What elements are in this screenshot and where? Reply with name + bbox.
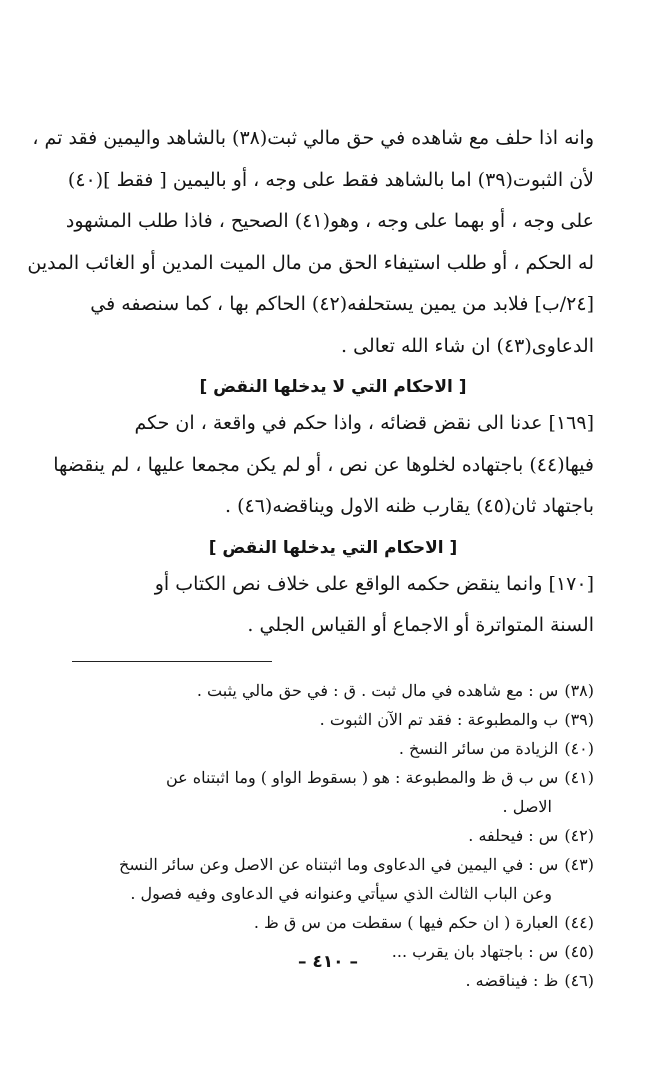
footnote-number: (٤٢) <box>564 825 594 845</box>
footnote <box>72 763 594 821</box>
footnote <box>72 850 594 908</box>
text-line: لأن الثبوت(٣٩) اما بالشاهد فقط على وجه ، أو باليمين [ فقط ](٤٠) <box>67 168 594 191</box>
text-line: فيها(٤٤) باجتهاده لخلوها عن نص ، أو لم يكن مجمعا عليها ، لم ينقضها <box>53 453 594 476</box>
text-line: على وجه ، أو بهما على وجه ، وهو(٤١) الصحيح ، فاذا طلب المشهود <box>65 210 594 232</box>
main-paragraph-2 <box>53 403 594 528</box>
footnote-text: س : فيحلفه . <box>468 825 559 845</box>
footnote <box>72 676 594 705</box>
footnote <box>72 734 594 763</box>
main-paragraph-1 <box>27 118 594 367</box>
footnote <box>72 908 594 937</box>
footnote-text: س : في اليمين في الدعاوى وما اثبتناه عن الاصل وعن سائر النسخ <box>119 854 559 874</box>
footnote-number: (٤١) <box>564 767 594 787</box>
section-heading-no-annulment: [ الاحكام التي لا يدخلها النقض ] <box>199 377 467 397</box>
footnote-text: العبارة ( ان حكم فيها ) سقطت من س ق ظ . <box>253 912 559 932</box>
footnotes-list <box>72 676 594 995</box>
text-line: وانه اذا حلف مع شاهده في حق مالي ثبت(٣٨) بالشاهد واليمين فقد تم ، <box>32 127 594 149</box>
page-number: – ٤١٠ – <box>298 952 358 972</box>
main-paragraph-3 <box>72 564 594 647</box>
footnote-continuation: وعن الباب الثالث الذي سيأتي وعنوانه في الدعاوى وفيه فصول . <box>130 883 552 903</box>
text-line: الدعاوى(٤٣) ان شاء الله تعالى . <box>340 334 594 357</box>
text-line: السنة المتواترة أو الاجماع أو القياس الجلي . <box>247 614 594 636</box>
text-line: [١٧٠] وانما ينقض حكمه الواقع على خلاف نص الكتاب أو <box>154 572 594 595</box>
section-heading-annulment: [ الاحكام التي يدخلها النقض ] <box>208 537 458 558</box>
footnote-text: ظ : فيناقضه . <box>465 970 559 990</box>
footnote-text: الزيادة من سائر النسخ . <box>398 738 559 758</box>
text-line: باجتهاد ثان(٤٥) يقارب ظنه الاول ويناقضه(٤٦) . <box>225 495 594 517</box>
footnote <box>72 821 594 850</box>
text-line: له الحكم ، أو طلب استيفاء الحق من مال الميت المدين أو الغائب المدين <box>27 251 594 274</box>
footnote-number: (٤٠) <box>564 738 594 758</box>
footnote <box>72 705 594 734</box>
footnote-number: (٤٤) <box>564 912 594 932</box>
footnote-text: س : باجتهاد بان يقرب ... <box>391 941 559 961</box>
text-line: [٢٤/ب] فلابد من يمين يستحلفه(٤٢) الحاكم بها ، كما سنصفه في <box>90 293 594 315</box>
footnote-text: س : مع شاهده في مال ثبت . ق : في حق مالي يثبت . <box>196 680 559 700</box>
footnote-text: ب والمطبوعة : فقد تم الآن الثبوت . <box>319 709 559 729</box>
footnote-number: (٤٦) <box>564 970 594 990</box>
text-line: [١٦٩] عدنا الى نقض قضائه ، واذا حكم في واقعة ، ان حكم <box>134 412 594 434</box>
footnote-number: (٤٥) <box>564 941 594 961</box>
footnote-number: (٤٣) <box>564 854 594 874</box>
footnote-number: (٣٩) <box>564 709 594 729</box>
footnote-continuation: الاصل . <box>502 796 552 816</box>
footnote-number: (٣٨) <box>564 680 594 700</box>
footnote-text: س ب ق ظ والمطبوعة : هو ( بسقوط الواو ) وما اثبتناه عن <box>165 767 559 787</box>
footnote-separator <box>72 661 272 662</box>
